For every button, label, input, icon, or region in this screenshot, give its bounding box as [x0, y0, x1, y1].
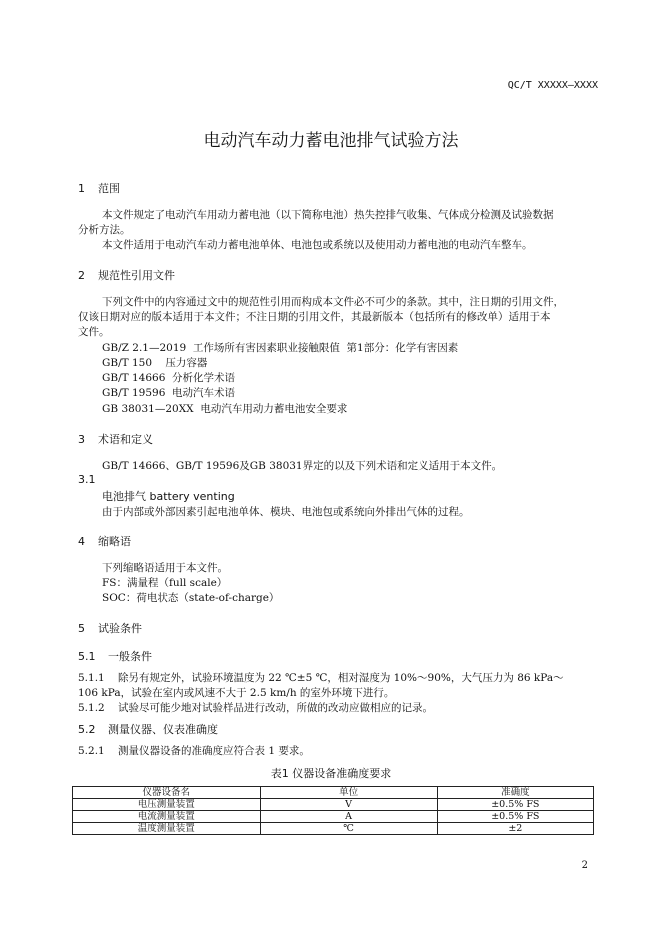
- document-title: 电动汽车动力蓄电池排气试验方法: [203, 131, 459, 151]
- subsection-title: 测量仪器、仪表准确度: [108, 723, 218, 736]
- table-cell: ±2: [437, 823, 593, 835]
- table-cell: ℃: [260, 823, 437, 835]
- section-1-heading: [78, 180, 120, 196]
- paragraph: GB/T 14666、GB/T 19596及GB 38031界定的以及下列术语和定义适用于本文件。: [102, 460, 503, 472]
- clause-number: 5.1.2: [78, 702, 105, 714]
- table-cell: ±0.5% FS: [437, 811, 593, 823]
- reference-item: GB 38031—20XX 电动汽车用动力蓄电池安全要求: [102, 403, 348, 415]
- table-cell: 电压测量装置: [73, 799, 261, 811]
- table-row: [73, 823, 594, 835]
- paragraph: 下列缩略语适用于本文件。: [102, 562, 228, 574]
- subsection-5-2-heading: [78, 721, 218, 737]
- table-header-row: [73, 787, 594, 799]
- clause-number: 5.1.1: [78, 672, 105, 684]
- reference-item: GB/T 150 压力容器: [102, 357, 208, 369]
- column-header: 单位: [260, 787, 437, 799]
- reference-item: GB/T 19596 电动汽车术语: [102, 387, 236, 399]
- clause-5-2-1: [78, 743, 310, 758]
- subsection-number: 5.2: [78, 723, 96, 736]
- section-3-heading: [78, 431, 153, 447]
- section-title: 规范性引用文件: [98, 269, 175, 282]
- table-cell: 电流测量装置: [73, 811, 261, 823]
- reference-item: GB/Z 2.1—2019 工作场所有害因素职业接触限值 第1部分：化学有害因素: [102, 342, 459, 354]
- clause-5-1-1: [78, 670, 564, 685]
- paragraph: 下列文件中的内容通过文中的规范性引用而构成本文件必不可少的条款。其中，注日期的引用文件，: [102, 296, 564, 308]
- section-title: 术语和定义: [98, 433, 153, 446]
- standard-code: QC/T XXXXX—XXXX: [507, 80, 598, 91]
- accuracy-table: [72, 786, 594, 835]
- clause-text: 试验尽可能少地对试验样品进行改动，所做的改动应做相应的记录。: [118, 702, 433, 714]
- section-5-heading: [78, 620, 142, 636]
- page-number: 2: [581, 860, 588, 871]
- subsection-title: 一般条件: [108, 650, 152, 663]
- section-number: 1: [78, 182, 85, 195]
- section-title: 试验条件: [98, 622, 142, 635]
- abbreviation-item: FS：满量程（full scale）: [102, 577, 228, 589]
- clause-text: 除另有规定外，试验环境温度为 22 ℃±5 ℃，相对湿度为 10%～90%，大气压力为 86 kPa～: [118, 672, 564, 684]
- term-name: 电池排气 battery venting: [102, 490, 235, 503]
- paragraph: 仅该日期对应的版本适用于本文件；不注日期的引用文件，其最新版本（包括所有的修改单）适用于本: [78, 311, 551, 323]
- section-4-heading: [78, 533, 131, 549]
- abbreviation-item: SOC：荷电状态（state-of-charge）: [102, 592, 280, 604]
- paragraph: 106 kPa，试验在室内或风速不大于 2.5 km/h 的室外环境下进行。: [78, 687, 395, 699]
- table-cell: V: [260, 799, 437, 811]
- column-header: 仪器设备名: [73, 787, 261, 799]
- reference-item: GB/T 14666 分析化学术语: [102, 372, 236, 384]
- paragraph: 本文件适用于电动汽车动力蓄电池单体、电池包或系统以及使用动力蓄电池的电动汽车整车。: [102, 239, 533, 251]
- paragraph: 本文件规定了电动汽车用动力蓄电池（以下简称电池）热失控排气收集、气体成分检测及试验数据: [102, 209, 554, 221]
- section-number: 5: [78, 622, 85, 635]
- paragraph: 分析方法。: [78, 224, 131, 236]
- clause-number: 5.2.1: [78, 745, 105, 757]
- table-cell: 温度测量装置: [73, 823, 261, 835]
- section-title: 范围: [98, 182, 120, 195]
- table-row: [73, 811, 594, 823]
- clause-text: 测量仪器设备的准确度应符合表 1 要求。: [118, 745, 310, 757]
- section-title: 缩略语: [98, 535, 131, 548]
- section-number: 4: [78, 535, 85, 548]
- paragraph: 文件。: [78, 326, 110, 338]
- table-cell: ±0.5% FS: [437, 799, 593, 811]
- section-number: 2: [78, 269, 85, 282]
- column-header: 准确度: [437, 787, 593, 799]
- subsection-5-1-heading: [78, 648, 152, 664]
- section-2-heading: [78, 267, 175, 283]
- section-number: 3: [78, 433, 85, 446]
- clause-5-1-2: [78, 700, 433, 715]
- table-title: 表1 仪器设备准确度要求: [270, 767, 392, 780]
- table-row: [73, 799, 594, 811]
- term-number: 3.1: [78, 473, 96, 486]
- table-cell: A: [260, 811, 437, 823]
- subsection-number: 5.1: [78, 650, 96, 663]
- term-definition: 由于内部或外部因素引起电池单体、模块、电池包或系统向外排出气体的过程。: [102, 506, 470, 518]
